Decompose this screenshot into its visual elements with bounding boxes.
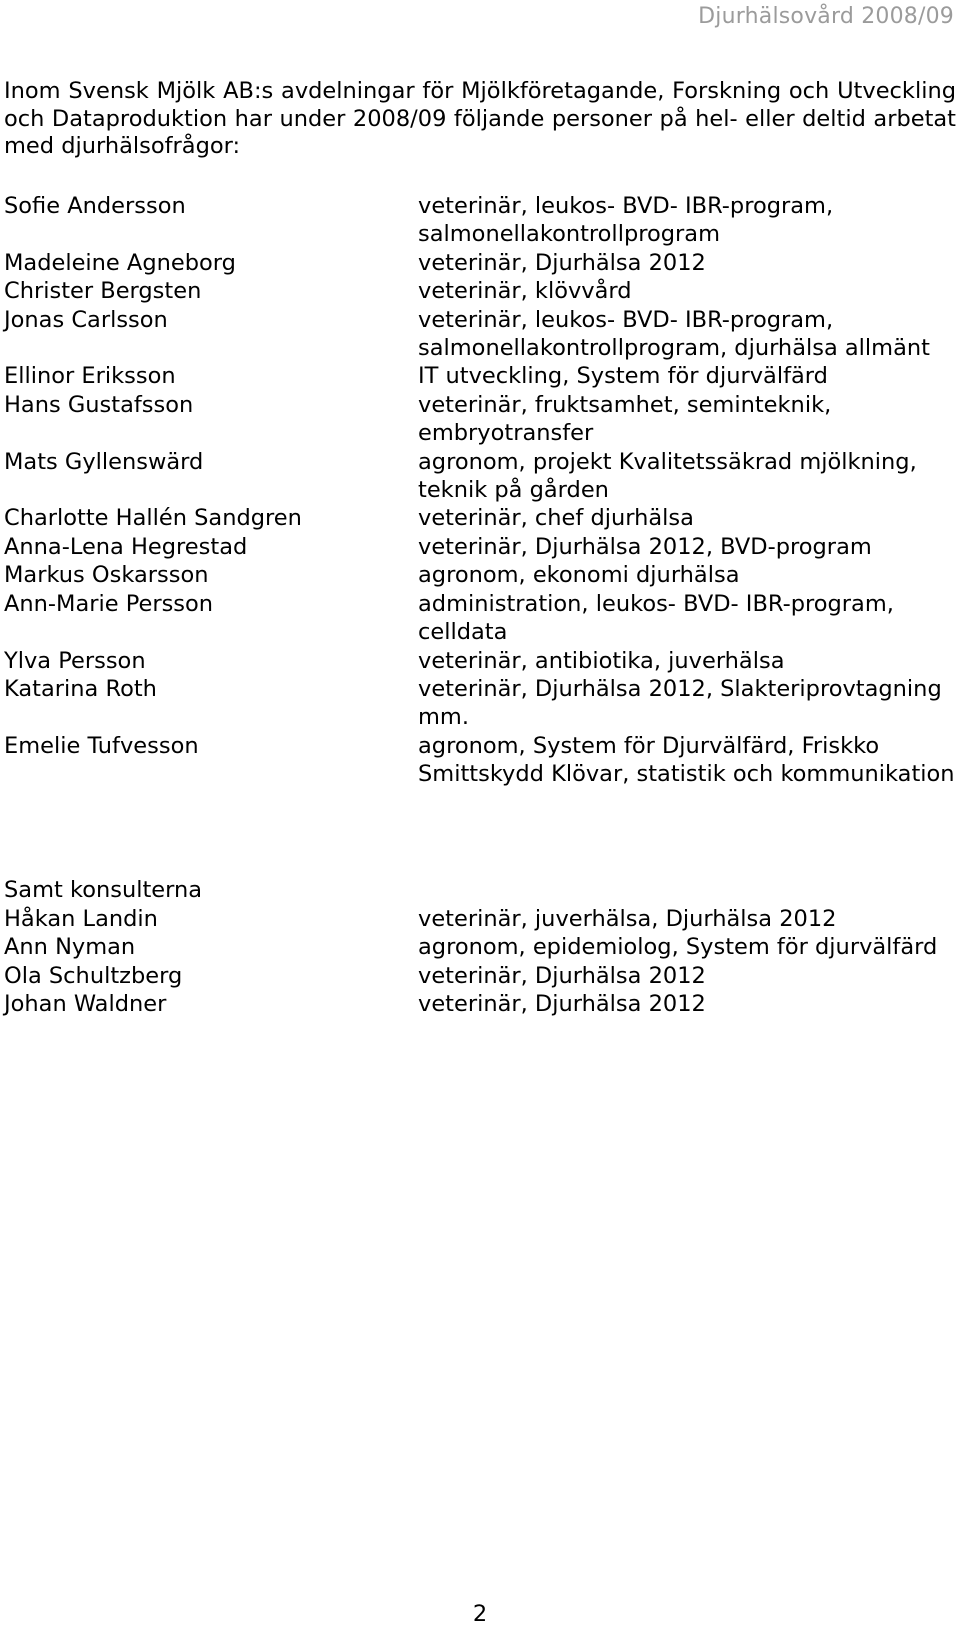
staff-row (4, 675, 956, 732)
consultant-row (4, 933, 956, 961)
staff-name: Ylva Persson (4, 647, 146, 674)
staff-role: agronom, System för Djurvälfärd, Friskko Smittskydd Klövar, statistik och kommunikation (418, 732, 955, 788)
staff-role: veterinär, leukos- BVD- IBR-program, salmonellakontrollprogram, djurhälsa allmänt (418, 306, 930, 362)
staff-name: Emelie Tufvesson (4, 732, 199, 759)
page-header-title: Djurhälsovård 2008/09 (698, 4, 954, 29)
staff-row (4, 561, 956, 589)
staff-row (4, 590, 956, 647)
staff-role: IT utveckling, System för djurvälfärd (418, 363, 828, 390)
staff-role: veterinär, klövvård (418, 278, 632, 305)
staff-name: Charlotte Hallén Sandgren (4, 505, 302, 532)
staff-name: Madeleine Agneborg (4, 249, 236, 276)
staff-row (4, 306, 956, 363)
staff-row (4, 533, 956, 561)
staff-role: veterinär, Djurhälsa 2012, Slakteriprovtagning mm. (418, 675, 942, 731)
staff-role: veterinär, Djurhälsa 2012, BVD-program (418, 533, 872, 560)
staff-name: Christer Bergsten (4, 278, 202, 305)
consultant-name: Ola Schultzberg (4, 962, 183, 989)
staff-name: Katarina Roth (4, 675, 157, 702)
staff-role: agronom, projekt Kvalitetssäkrad mjölkning, teknik på gården (418, 448, 917, 504)
consultant-name: Håkan Landin (4, 906, 158, 932)
staff-row (4, 448, 956, 505)
staff-name: Sofie Andersson (4, 193, 186, 219)
staff-row (4, 732, 956, 789)
consultant-row (4, 962, 956, 990)
staff-name: Hans Gustafsson (4, 391, 194, 418)
staff-name: Anna-Lena Hegrestad (4, 533, 248, 560)
consultant-role: veterinär, Djurhälsa 2012 (418, 962, 706, 989)
consultant-row (4, 905, 956, 933)
staff-name: Ann-Marie Persson (4, 590, 214, 617)
staff-role: administration, leukos- BVD- IBR-program, celldata (418, 590, 894, 646)
staff-role: veterinär, Djurhälsa 2012 (418, 249, 706, 276)
staff-row (4, 504, 956, 532)
consultant-name: Johan Waldner (4, 991, 167, 1018)
staff-name: Markus Oskarsson (4, 562, 209, 589)
consultant-list (4, 905, 956, 1019)
staff-row (4, 362, 956, 390)
staff-role: veterinär, fruktsamhet, seminteknik, embryotransfer (418, 391, 832, 447)
staff-role: agronom, ekonomi djurhälsa (418, 562, 740, 589)
staff-name: Jonas Carlsson (4, 306, 168, 333)
intro-paragraph: Inom Svensk Mjölk AB:s avdelningar för Mjölkföretagande, Forskning och Utveckling och Dataproduktion har under 2008/09 följande personer på hel- eller deltid arbetat med djurhälsofrågor: (4, 78, 956, 159)
staff-row (4, 277, 956, 305)
consultant-role: veterinär, juverhälsa, Djurhälsa 2012 (418, 906, 837, 932)
staff-name: Mats Gyllenswärd (4, 448, 204, 475)
page-number: 2 (472, 1601, 488, 1627)
staff-row (4, 192, 956, 249)
consultant-row (4, 990, 956, 1018)
consultant-role: agronom, epidemiolog, System för djurvälfärd (418, 934, 938, 961)
staff-role: veterinär, chef djurhälsa (418, 505, 694, 532)
staff-name: Ellinor Eriksson (4, 363, 176, 390)
staff-role: veterinär, antibiotika, juverhälsa (418, 647, 785, 674)
consultants-heading: Samt konsulterna (4, 877, 203, 903)
staff-row (4, 249, 956, 277)
consultant-name: Ann Nyman (4, 934, 136, 961)
consultant-role: veterinär, Djurhälsa 2012 (418, 991, 706, 1018)
staff-role: veterinär, leukos- BVD- IBR-program, salmonellakontrollprogram (418, 193, 834, 248)
staff-row (4, 647, 956, 675)
staff-list (4, 192, 956, 789)
staff-row (4, 391, 956, 448)
